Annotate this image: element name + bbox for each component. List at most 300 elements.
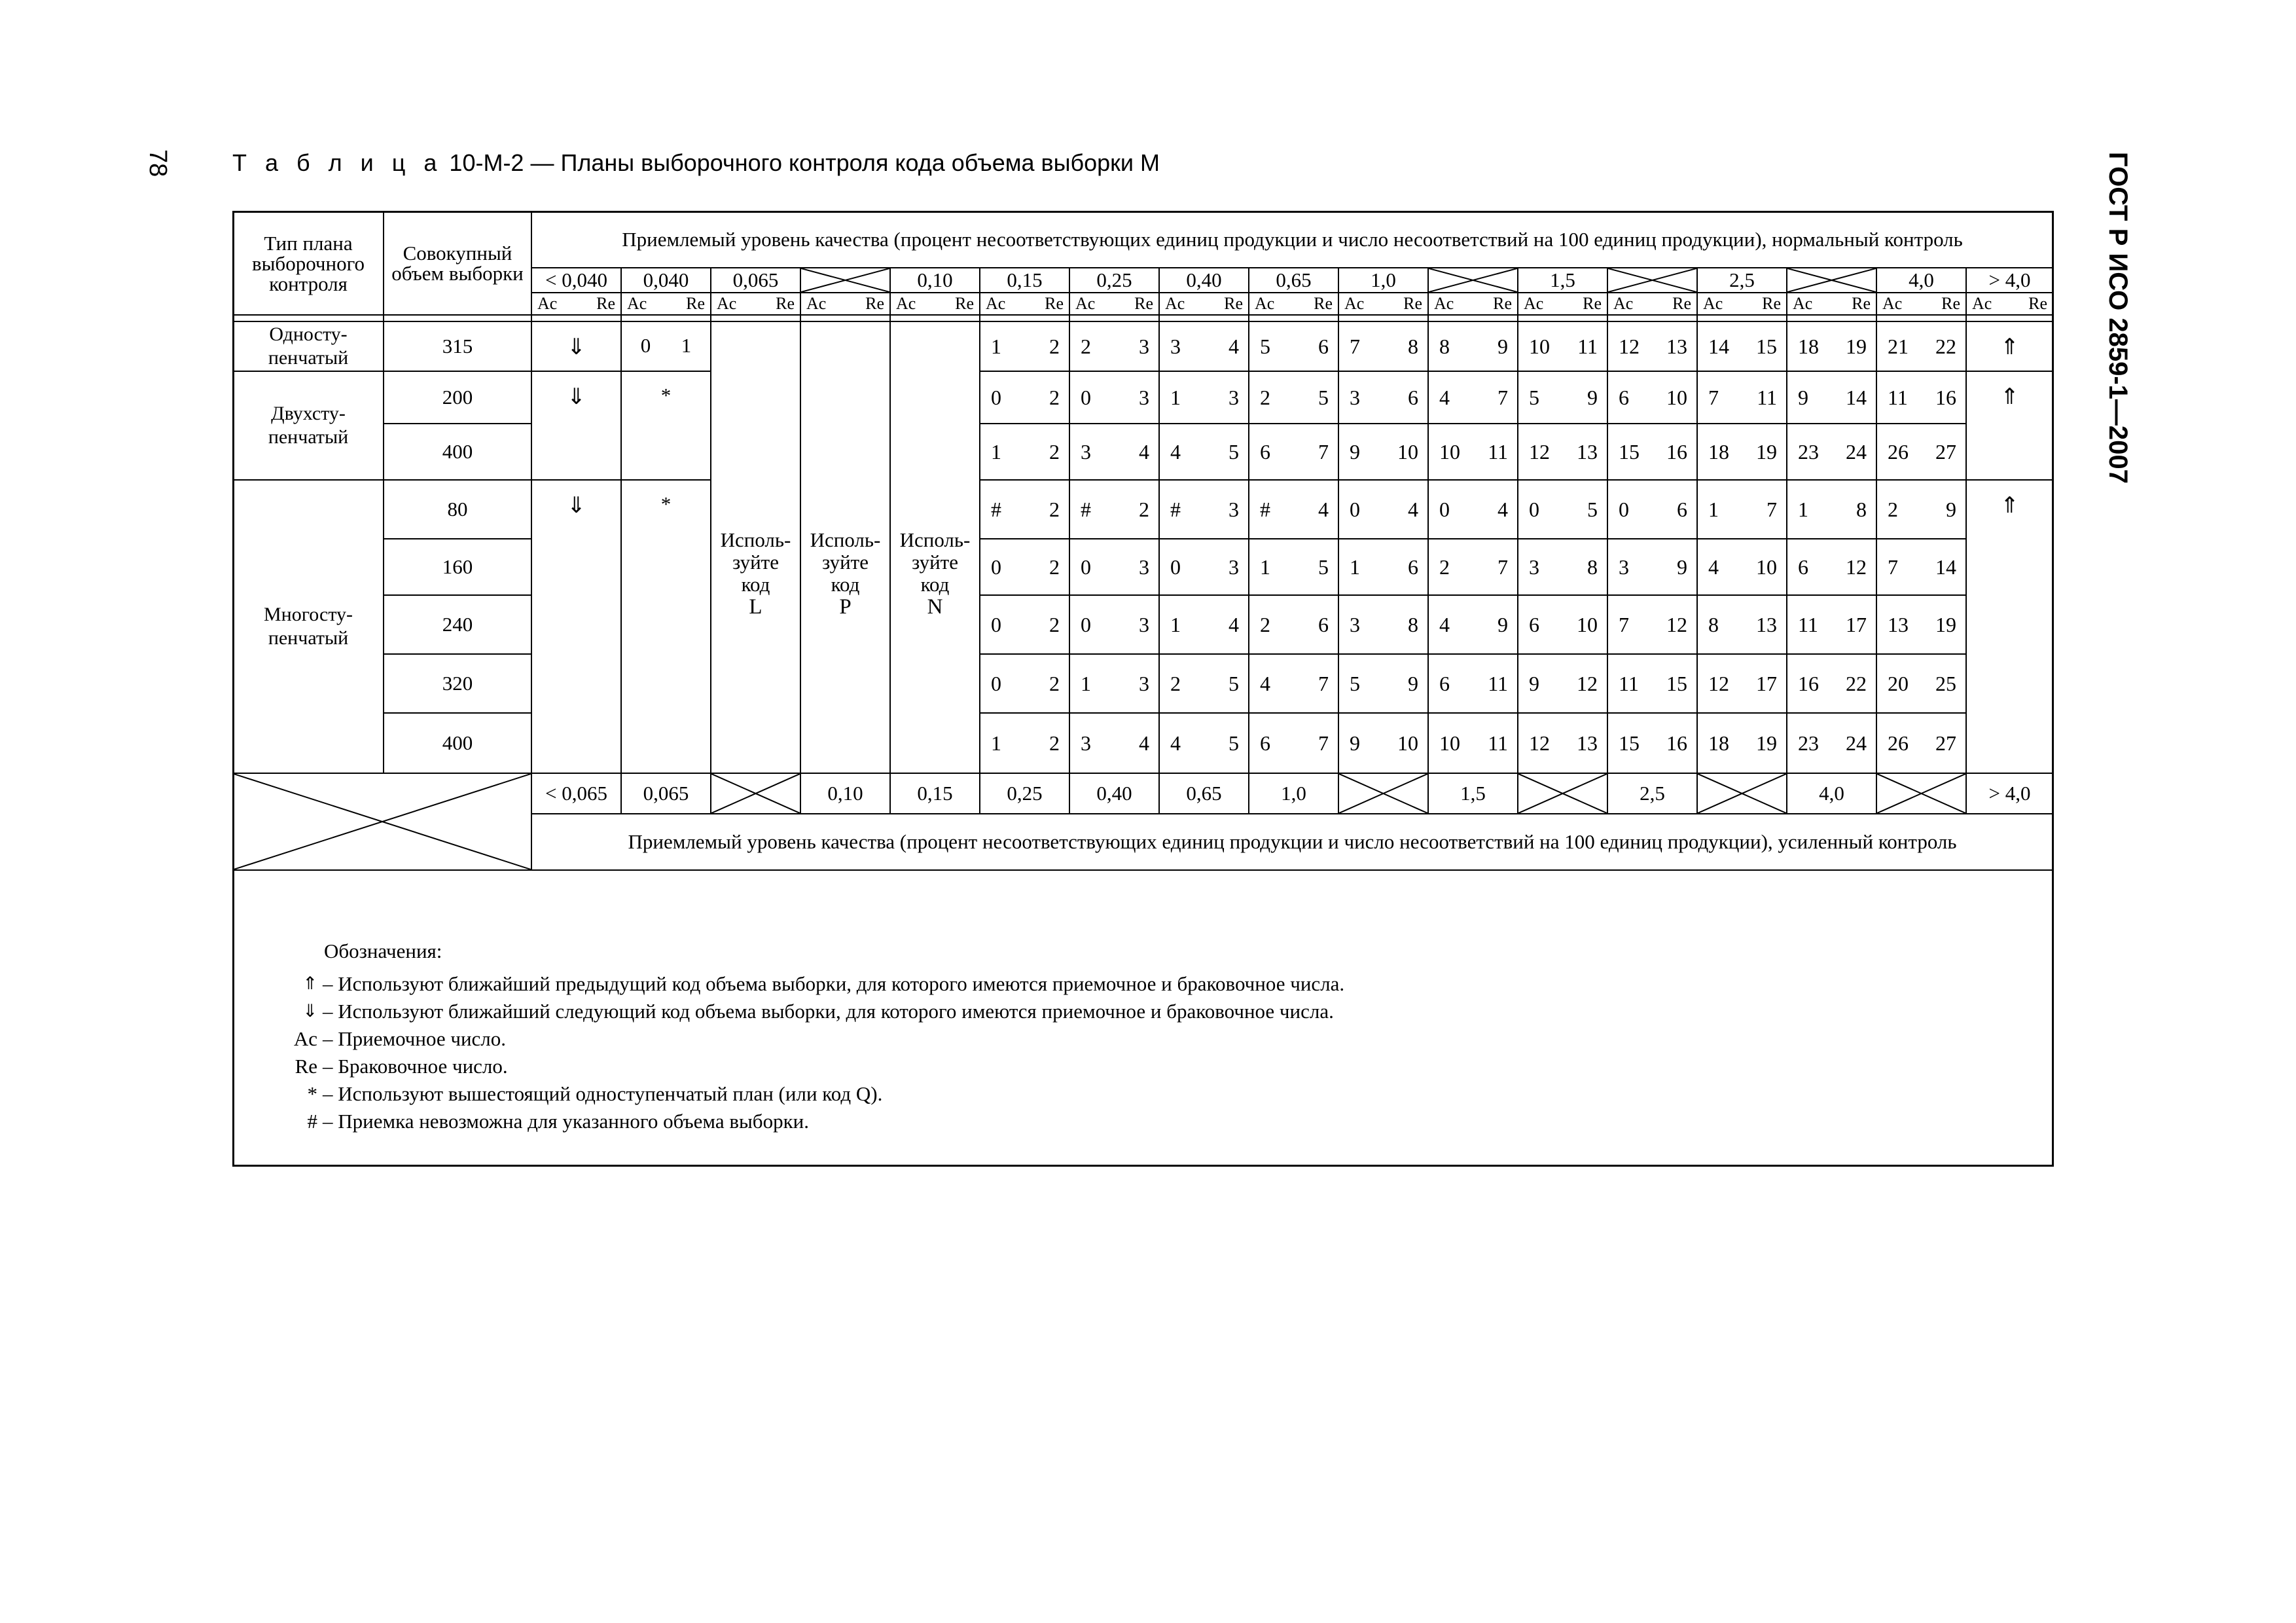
standard-title: ГОСТ Р ИСО 2859-1—2007: [2104, 152, 2132, 484]
spacer-cell: [1069, 315, 1159, 321]
re-value: 15: [1756, 334, 1777, 358]
use-code-text: зуйте: [732, 551, 779, 574]
table-row: [233, 321, 2053, 371]
ac-value: 0: [1439, 497, 1450, 521]
re-label: Re: [1134, 294, 1153, 313]
ac-re-header: [1249, 293, 1338, 315]
use-code-text: зуйте: [912, 551, 958, 574]
aql-value-cell: [531, 773, 621, 814]
re-value: 2: [1049, 671, 1060, 695]
ac-value: 3: [1619, 555, 1629, 579]
re-label: Re: [1403, 294, 1422, 313]
ac-re-cell: [1876, 424, 1966, 480]
ac-value: 21: [1888, 334, 1909, 358]
re-value: 17: [1846, 612, 1867, 636]
legend-text: – Используют ближайший следующий код объема выборки, для которого имеются приемочное и браковочное числа.: [323, 1000, 1334, 1023]
arrow-up-cell: [1966, 321, 2053, 371]
re-value: 16: [1666, 731, 1687, 755]
re-value: 2: [1049, 497, 1060, 521]
aql-value: 0,40: [1096, 782, 1132, 805]
use-code-text: Исполь-: [720, 528, 791, 551]
ac-label: Ac: [986, 294, 1006, 313]
aql-cross-cell: [1428, 268, 1518, 293]
re-value: 12: [1846, 555, 1867, 579]
cum-size-value: 160: [442, 555, 473, 578]
re-value: 2: [1049, 334, 1060, 358]
ac-value: #: [1260, 497, 1270, 521]
ac-re-cell: [1518, 480, 1607, 539]
cum-size-value: 320: [442, 672, 473, 695]
ac-value: 7: [1619, 612, 1629, 636]
re-value: 6: [1408, 385, 1418, 409]
ac-value: 6: [1798, 555, 1808, 579]
aql-value-cell: [1069, 773, 1159, 814]
ac-re-cell: [980, 539, 1069, 595]
aql-value: 0,65: [1276, 268, 1312, 291]
re-value: 6: [1318, 612, 1329, 636]
legend-item: [272, 1108, 1344, 1135]
plan-label: Односту- пенчатый: [268, 323, 349, 369]
ac-value: 1: [1350, 555, 1360, 579]
ac-re-cell: [1069, 424, 1159, 480]
re-value: 2: [1139, 497, 1149, 521]
ac-re-header: [1966, 293, 2053, 315]
cum-size-cell: [384, 480, 531, 539]
ac-value: 4: [1170, 731, 1181, 755]
ac-value: 18: [1708, 731, 1729, 755]
ac-value: 0: [991, 612, 1001, 636]
ac-value: 3: [1350, 385, 1360, 409]
ac-value: 7: [1350, 334, 1360, 358]
ac-value: 2: [1260, 612, 1270, 636]
ac-re-cell: [621, 321, 711, 371]
ac-value: 1: [1798, 497, 1808, 521]
legend-symbol: *: [307, 1082, 317, 1105]
ac-value: 26: [1888, 439, 1909, 464]
ac-value: 18: [1798, 334, 1819, 358]
re-value: 5: [1587, 497, 1598, 521]
ac-re-header: [1518, 293, 1607, 315]
aql-value-cell: [1966, 268, 2053, 293]
re-value: 3: [1139, 385, 1149, 409]
re-label: Re: [2028, 294, 2047, 313]
aql-value-cell: [1249, 268, 1338, 293]
spacer-cell: [531, 315, 621, 321]
ac-value: 0: [991, 385, 1001, 409]
ac-re-cell: [1697, 371, 1787, 424]
ac-re-cell: [621, 371, 711, 480]
ac-re-cell: [1876, 480, 1966, 539]
ac-value: 6: [1619, 385, 1629, 409]
ac-re-header: [800, 293, 890, 315]
re-value: 27: [1935, 439, 1956, 464]
cum-size-label: Совокупный объем выборки: [391, 242, 524, 285]
arrow-down-cell: [531, 371, 621, 480]
ac-value: 12: [1708, 671, 1729, 695]
re-value: 8: [1408, 612, 1418, 636]
aql-value-cell: [531, 268, 621, 293]
re-value: 4: [1229, 612, 1239, 636]
aql-cross-cell: [1876, 773, 1966, 814]
cum-size-cell: [384, 654, 531, 713]
ac-label: Ac: [1793, 294, 1813, 313]
ac-re-cell: [1607, 654, 1697, 713]
cell-value: 0 1: [640, 334, 692, 357]
aql-value: 0,15: [917, 782, 953, 805]
cell-value: *: [660, 492, 672, 515]
ac-re-cell: [1069, 595, 1159, 654]
ac-value: 2: [1260, 385, 1270, 409]
aql-value: 0,25: [1007, 782, 1043, 805]
re-value: 7: [1767, 497, 1777, 521]
cum-size-value: 315: [442, 335, 473, 357]
ac-value: 2: [1081, 334, 1091, 358]
ac-re-cell: [980, 321, 1069, 371]
aql-value: 0,040: [643, 268, 689, 291]
aql-value-cell: [980, 773, 1069, 814]
ac-re-cell: [1249, 539, 1338, 595]
cum-size-cell: [384, 321, 531, 371]
aql-value: 0,25: [1096, 268, 1132, 291]
ac-value: 6: [1260, 439, 1270, 464]
re-value: 8: [1408, 334, 1418, 358]
re-label: Re: [776, 294, 795, 313]
ac-label: Ac: [717, 294, 737, 313]
re-label: Re: [955, 294, 974, 313]
ac-value: 14: [1708, 334, 1729, 358]
ac-value: 10: [1439, 439, 1460, 464]
ac-re-cell: [1787, 539, 1876, 595]
ac-value: 3: [1350, 612, 1360, 636]
arrow-down-cell: [531, 321, 621, 371]
re-value: 27: [1935, 731, 1956, 755]
header-plan-type: [233, 211, 384, 315]
re-value: 10: [1397, 439, 1418, 464]
ac-label: Ac: [1882, 294, 1903, 313]
re-value: 7: [1498, 385, 1508, 409]
cum-size-value: 240: [442, 613, 473, 636]
re-value: 2: [1049, 731, 1060, 755]
ac-re-header: [1607, 293, 1697, 315]
arrow-down-icon: ⇓: [567, 492, 586, 519]
re-value: 9: [1408, 671, 1418, 695]
ac-value: 23: [1798, 731, 1819, 755]
re-value: 6: [1677, 497, 1687, 521]
aql-value: 1,5: [1550, 268, 1575, 291]
ac-value: 7: [1888, 555, 1898, 579]
re-value: 22: [1846, 671, 1867, 695]
ac-re-cell: [1249, 654, 1338, 713]
aql-value: 0,10: [827, 782, 863, 805]
caption-text: 10-М-2 — Планы выборочного контроля кода объема выборки М: [449, 149, 1160, 176]
ac-label: Ac: [1075, 294, 1096, 313]
ac-value: 2: [1888, 497, 1898, 521]
ac-re-cell: [621, 480, 711, 773]
ac-value: 0: [1350, 497, 1360, 521]
aql-value: 0,065: [643, 782, 689, 805]
re-value: 13: [1577, 439, 1598, 464]
ac-re-cell: [1338, 595, 1428, 654]
ac-value: 15: [1619, 439, 1640, 464]
ac-re-header: [1338, 293, 1428, 315]
re-value: 4: [1139, 439, 1149, 464]
legend-symbol: #: [307, 1110, 317, 1133]
re-value: 12: [1577, 671, 1598, 695]
sampling-plan-table: [232, 211, 2054, 871]
aql-cross-cell: [1338, 773, 1428, 814]
table-caption: [232, 149, 1160, 177]
ac-re-cell: [1518, 713, 1607, 773]
arrow-up-icon: ⇑: [2000, 384, 2019, 410]
use-code-cell: [890, 321, 980, 773]
ac-re-cell: [980, 654, 1069, 713]
ac-value: 2: [1439, 555, 1450, 579]
re-value: 17: [1756, 671, 1777, 695]
ac-value: 11: [1619, 671, 1639, 695]
ac-re-cell: [1697, 480, 1787, 539]
ac-re-cell: [1876, 321, 1966, 371]
re-value: 13: [1666, 334, 1687, 358]
use-code-text: код: [920, 573, 950, 596]
ac-label: Ac: [1703, 294, 1723, 313]
ac-value: 18: [1708, 439, 1729, 464]
ac-re-header: [890, 293, 980, 315]
aql-value: 4,0: [1819, 782, 1844, 805]
arrow-down-icon: ⇓: [567, 384, 586, 410]
ac-re-cell: [1518, 654, 1607, 713]
re-value: 2: [1049, 612, 1060, 636]
legend-item: [272, 970, 1344, 998]
aql-value-cell: [621, 268, 711, 293]
aql-value: < 0,065: [545, 782, 607, 805]
aql-value: 2,5: [1729, 268, 1755, 291]
ac-re-cell: [1518, 539, 1607, 595]
ac-re-cell: [1697, 424, 1787, 480]
re-value: 5: [1229, 671, 1239, 695]
ac-re-cell: [1607, 371, 1697, 424]
aql-value-cell: [1876, 268, 1966, 293]
ac-re-cell: [1876, 713, 1966, 773]
aql-value-cell: [1159, 773, 1249, 814]
aql-value-cell: [1069, 268, 1159, 293]
ac-re-cell: [1338, 480, 1428, 539]
re-value: 24: [1846, 731, 1867, 755]
legend-notes: [272, 938, 1344, 1135]
ac-re-cell: [1697, 539, 1787, 595]
cum-size-cell: [384, 424, 531, 480]
ac-label: Ac: [1165, 294, 1185, 313]
ac-re-cell: [1876, 595, 1966, 654]
ac-value: 7: [1708, 385, 1719, 409]
re-label: Re: [1045, 294, 1064, 313]
legend-item: [272, 1053, 1344, 1080]
table-row: [233, 539, 2053, 595]
aql-value-cell: [890, 773, 980, 814]
ac-value: 12: [1619, 334, 1640, 358]
re-value: 16: [1666, 439, 1687, 464]
ac-value: 1: [991, 439, 1001, 464]
plan-single: [233, 321, 384, 371]
ac-re-cell: [980, 371, 1069, 424]
re-value: 4: [1229, 334, 1239, 358]
ac-re-cell: [1518, 595, 1607, 654]
ac-value: 4: [1708, 555, 1719, 579]
ac-value: 5: [1350, 671, 1360, 695]
use-code-text: Исполь-: [810, 528, 881, 551]
footer-aql-tightened: [531, 814, 2053, 870]
re-value: 5: [1229, 439, 1239, 464]
ac-re-header: [1787, 293, 1876, 315]
aql-cross-cell: [1697, 773, 1787, 814]
use-code-letter: L: [749, 595, 762, 619]
aql-value: 0,65: [1186, 782, 1222, 805]
spacer-cell: [800, 315, 890, 321]
spacer-cell: [1966, 315, 2053, 321]
ac-re-cell: [1249, 480, 1338, 539]
ac-value: 8: [1708, 612, 1719, 636]
ac-re-cell: [1876, 371, 1966, 424]
re-value: 11: [1488, 671, 1508, 695]
re-label: Re: [1224, 294, 1243, 313]
ac-value: 12: [1529, 439, 1550, 464]
ac-re-cell: [1428, 321, 1518, 371]
ac-re-cell: [1607, 321, 1697, 371]
arrow-up-cell: [1966, 480, 2053, 773]
legend-item: [272, 1025, 1344, 1053]
aql-tightened-label: Приемлемый уровень качества (процент несоответствующих единиц продукции и число несоответствий на 100 единиц продукции), усиленный контроль: [628, 830, 1957, 853]
table-row: [233, 480, 2053, 539]
ac-value: 1: [1260, 555, 1270, 579]
spacer-cell: [1428, 315, 1518, 321]
arrow-up-icon: ⇑: [2000, 492, 2019, 519]
aql-value-cell: [1966, 773, 2053, 814]
re-value: 3: [1139, 334, 1149, 358]
re-value: 4: [1139, 731, 1149, 755]
use-code-letter: N: [927, 595, 943, 619]
aql-value-cell: [1159, 268, 1249, 293]
ac-value: 0: [1529, 497, 1539, 521]
ac-value: 3: [1529, 555, 1539, 579]
plan-label: Двухсту- пенчатый: [268, 403, 349, 448]
arrow-down-cell: [531, 480, 621, 773]
plan-multiple: [233, 480, 384, 773]
ac-value: 3: [1170, 334, 1181, 358]
re-value: 24: [1846, 439, 1867, 464]
ac-re-cell: [1787, 595, 1876, 654]
ac-re-cell: [980, 595, 1069, 654]
header-aql-normal: [531, 211, 2053, 268]
re-value: 5: [1318, 385, 1329, 409]
aql-value: 1,0: [1371, 268, 1396, 291]
ac-re-cell: [1338, 424, 1428, 480]
spacer-cell: [233, 315, 384, 321]
spacer-cell: [1249, 315, 1338, 321]
ac-re-header: [1159, 293, 1249, 315]
ac-re-cell: [1697, 654, 1787, 713]
use-code-text: код: [831, 573, 860, 596]
ac-value: 10: [1439, 731, 1460, 755]
ac-re-cell: [1697, 713, 1787, 773]
cum-size-cell: [384, 539, 531, 595]
re-value: 10: [1577, 612, 1598, 636]
ac-re-cell: [1518, 371, 1607, 424]
ac-re-cell: [1159, 321, 1249, 371]
table-row: [233, 424, 2053, 480]
re-value: 11: [1577, 334, 1598, 358]
re-value: 25: [1935, 671, 1956, 695]
re-label: Re: [865, 294, 884, 313]
ac-re-cell: [1159, 595, 1249, 654]
cum-size-cell: [384, 595, 531, 654]
aql-value: > 4,0: [1988, 268, 2031, 291]
ac-re-cell: [1428, 713, 1518, 773]
ac-value: 4: [1439, 612, 1450, 636]
ac-re-header: [980, 293, 1069, 315]
use-code-text: зуйте: [822, 551, 869, 574]
cum-size-value: 80: [447, 498, 468, 520]
re-value: 19: [1846, 334, 1867, 358]
corner-cross-cell: [233, 773, 531, 870]
ac-re-cell: [1338, 321, 1428, 371]
aql-value: 0,15: [1007, 268, 1043, 291]
re-value: 2: [1049, 555, 1060, 579]
ac-re-cell: [1876, 654, 1966, 713]
ac-re-cell: [1159, 539, 1249, 595]
ac-value: 6: [1439, 671, 1450, 695]
legend-text: – Используют ближайший предыдущий код объема выборки, для которого имеются приемочное и браковочное числа.: [323, 972, 1345, 995]
re-value: 4: [1498, 497, 1508, 521]
legend-item: [272, 998, 1344, 1025]
re-label: Re: [1583, 294, 1602, 313]
ac-re-header: [621, 293, 711, 315]
ac-re-cell: [1428, 595, 1518, 654]
ac-value: 9: [1350, 731, 1360, 755]
aql-value-cell: [1607, 773, 1697, 814]
ac-value: 3: [1081, 439, 1091, 464]
ac-value: 0: [991, 671, 1001, 695]
cum-size-cell: [384, 371, 531, 424]
re-value: 5: [1229, 731, 1239, 755]
ac-re-cell: [1787, 480, 1876, 539]
table-row: [233, 371, 2053, 424]
ac-re-header: [1876, 293, 1966, 315]
spacer-cell: [711, 315, 800, 321]
ac-label: Ac: [806, 294, 827, 313]
re-label: Re: [1852, 294, 1871, 313]
ac-value: 1: [991, 334, 1001, 358]
ac-re-cell: [1428, 654, 1518, 713]
re-value: 11: [1488, 731, 1508, 755]
re-label: Re: [1314, 294, 1333, 313]
arrow-down-icon: ⇓: [302, 1001, 317, 1021]
ac-re-cell: [1607, 713, 1697, 773]
notes-title: Обозначения:: [324, 939, 442, 962]
re-value: 5: [1318, 555, 1329, 579]
aql-value: 2,5: [1640, 782, 1665, 805]
aql-cross-cell: [1787, 268, 1876, 293]
ac-label: Ac: [1255, 294, 1275, 313]
ac-re-cell: [1249, 713, 1338, 773]
ac-value: 8: [1439, 334, 1450, 358]
ac-re-cell: [980, 480, 1069, 539]
legend-text: – Приемочное число.: [323, 1027, 507, 1050]
ac-value: 20: [1888, 671, 1909, 695]
ac-re-cell: [1787, 654, 1876, 713]
ac-value: 3: [1081, 731, 1091, 755]
plan-type-label: Тип плана выборочного контроля: [251, 231, 365, 295]
aql-value-cell: [1249, 773, 1338, 814]
ac-label: Ac: [1613, 294, 1634, 313]
